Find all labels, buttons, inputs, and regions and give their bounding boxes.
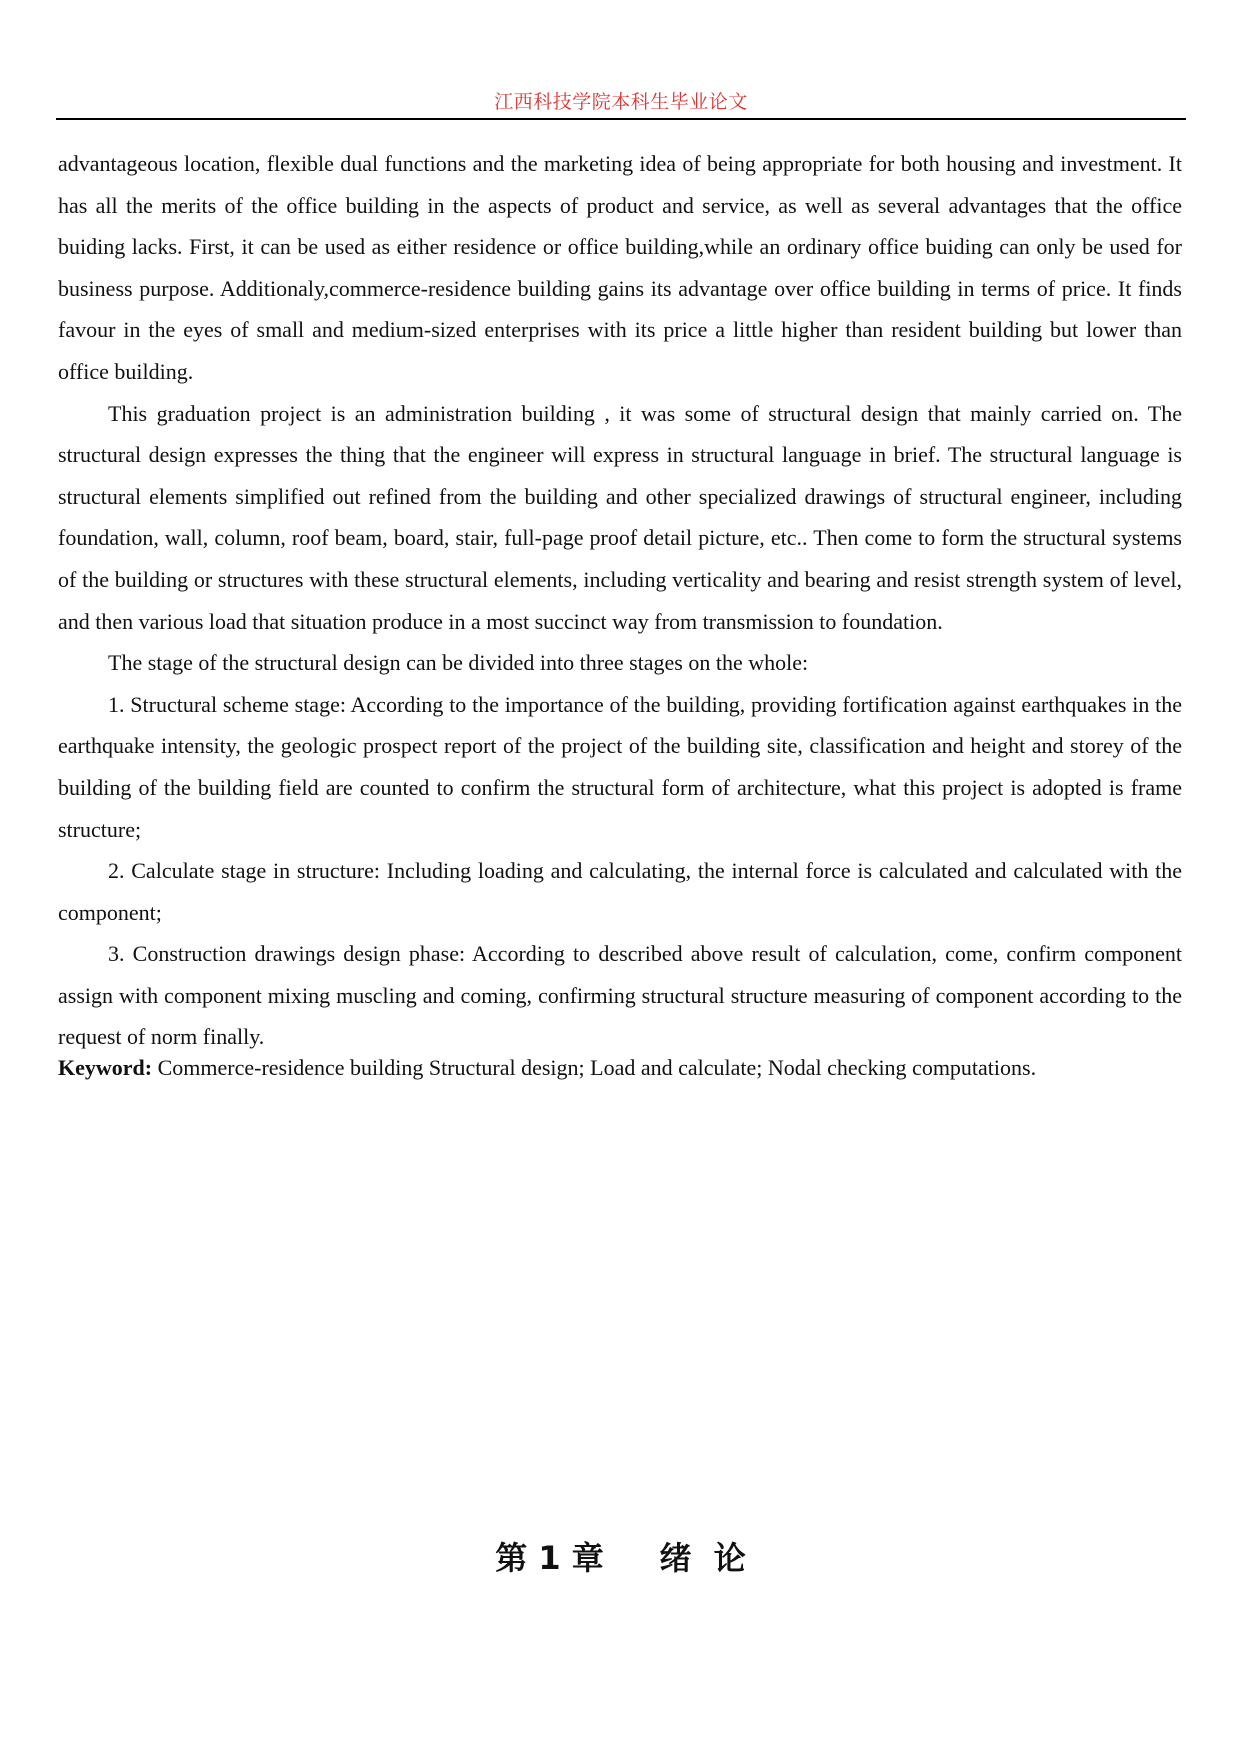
- page-header: [56, 86, 1186, 120]
- paragraph-stages-intro: The stage of the structural design can be divided into three stages on the whole:: [108, 650, 809, 676]
- running-header-title: 江西科技学院本科生毕业论文: [494, 91, 748, 113]
- list-item-stage-3: 3. Construction drawings design phase: According to described above result of calculation, come, confirm component assign with component mixing muscling and coming, confirming structural structure measuring of component according to the request of norm finally.: [58, 941, 1182, 1050]
- list-item-stage-2: 2. Calculate stage in structure: Including loading and calculating, the internal force is calculated and calculated with the component;: [58, 858, 1182, 925]
- paragraph-project-description: This graduation project is an administration building , it was some of structural design that mainly carried on. The structural design expresses the thing that the engineer will express in structural language in brief. The structural language is structural elements simplified out refined from the building and other specialized drawings of structural engineer, including foundation, wall, column, roof beam, board, stair, full-page proof detail picture, etc.. Then come to form the structural systems of the building or structures with these structural elements, including verticality and bearing and resist strength system of level, and then various load that situation produce in a most succinct way from transmission to foundation.: [58, 400, 1182, 634]
- keywords-label: Keyword:: [58, 1055, 153, 1081]
- keywords-text: Commerce-residence building Structural design; Load and calculate; Nodal checking computations.: [152, 1055, 1037, 1081]
- abstract-body: [58, 143, 1182, 1084]
- keywords-line: [58, 1052, 1182, 1084]
- chapter-heading: 第 1 章 绪 论: [495, 1539, 746, 1577]
- paragraph-continuation: advantageous location, flexible dual functions and the marketing idea of being appropriate for both housing and investment. It has all the merits of the office building in the aspects of product and service, as well as several advantages that the office buiding lacks. First, it can be used as either residence or office building,while an ordinary office buiding can only be used for business purpose. Additionaly,commerce-residence building gains its advantage over office building in terms of price. It finds favour in the eyes of small and medium-sized enterprises with its price a little higher than resident building but lower than office building.: [58, 151, 1182, 384]
- list-item-stage-1: 1. Structural scheme stage: According to the importance of the building, providing fortification against earthquakes in the earthquake intensity, the geologic prospect report of the project of the building site, classification and height and storey of the building of the building field are counted to confirm the structural form of architecture, what this project is adopted is frame structure;: [58, 691, 1182, 842]
